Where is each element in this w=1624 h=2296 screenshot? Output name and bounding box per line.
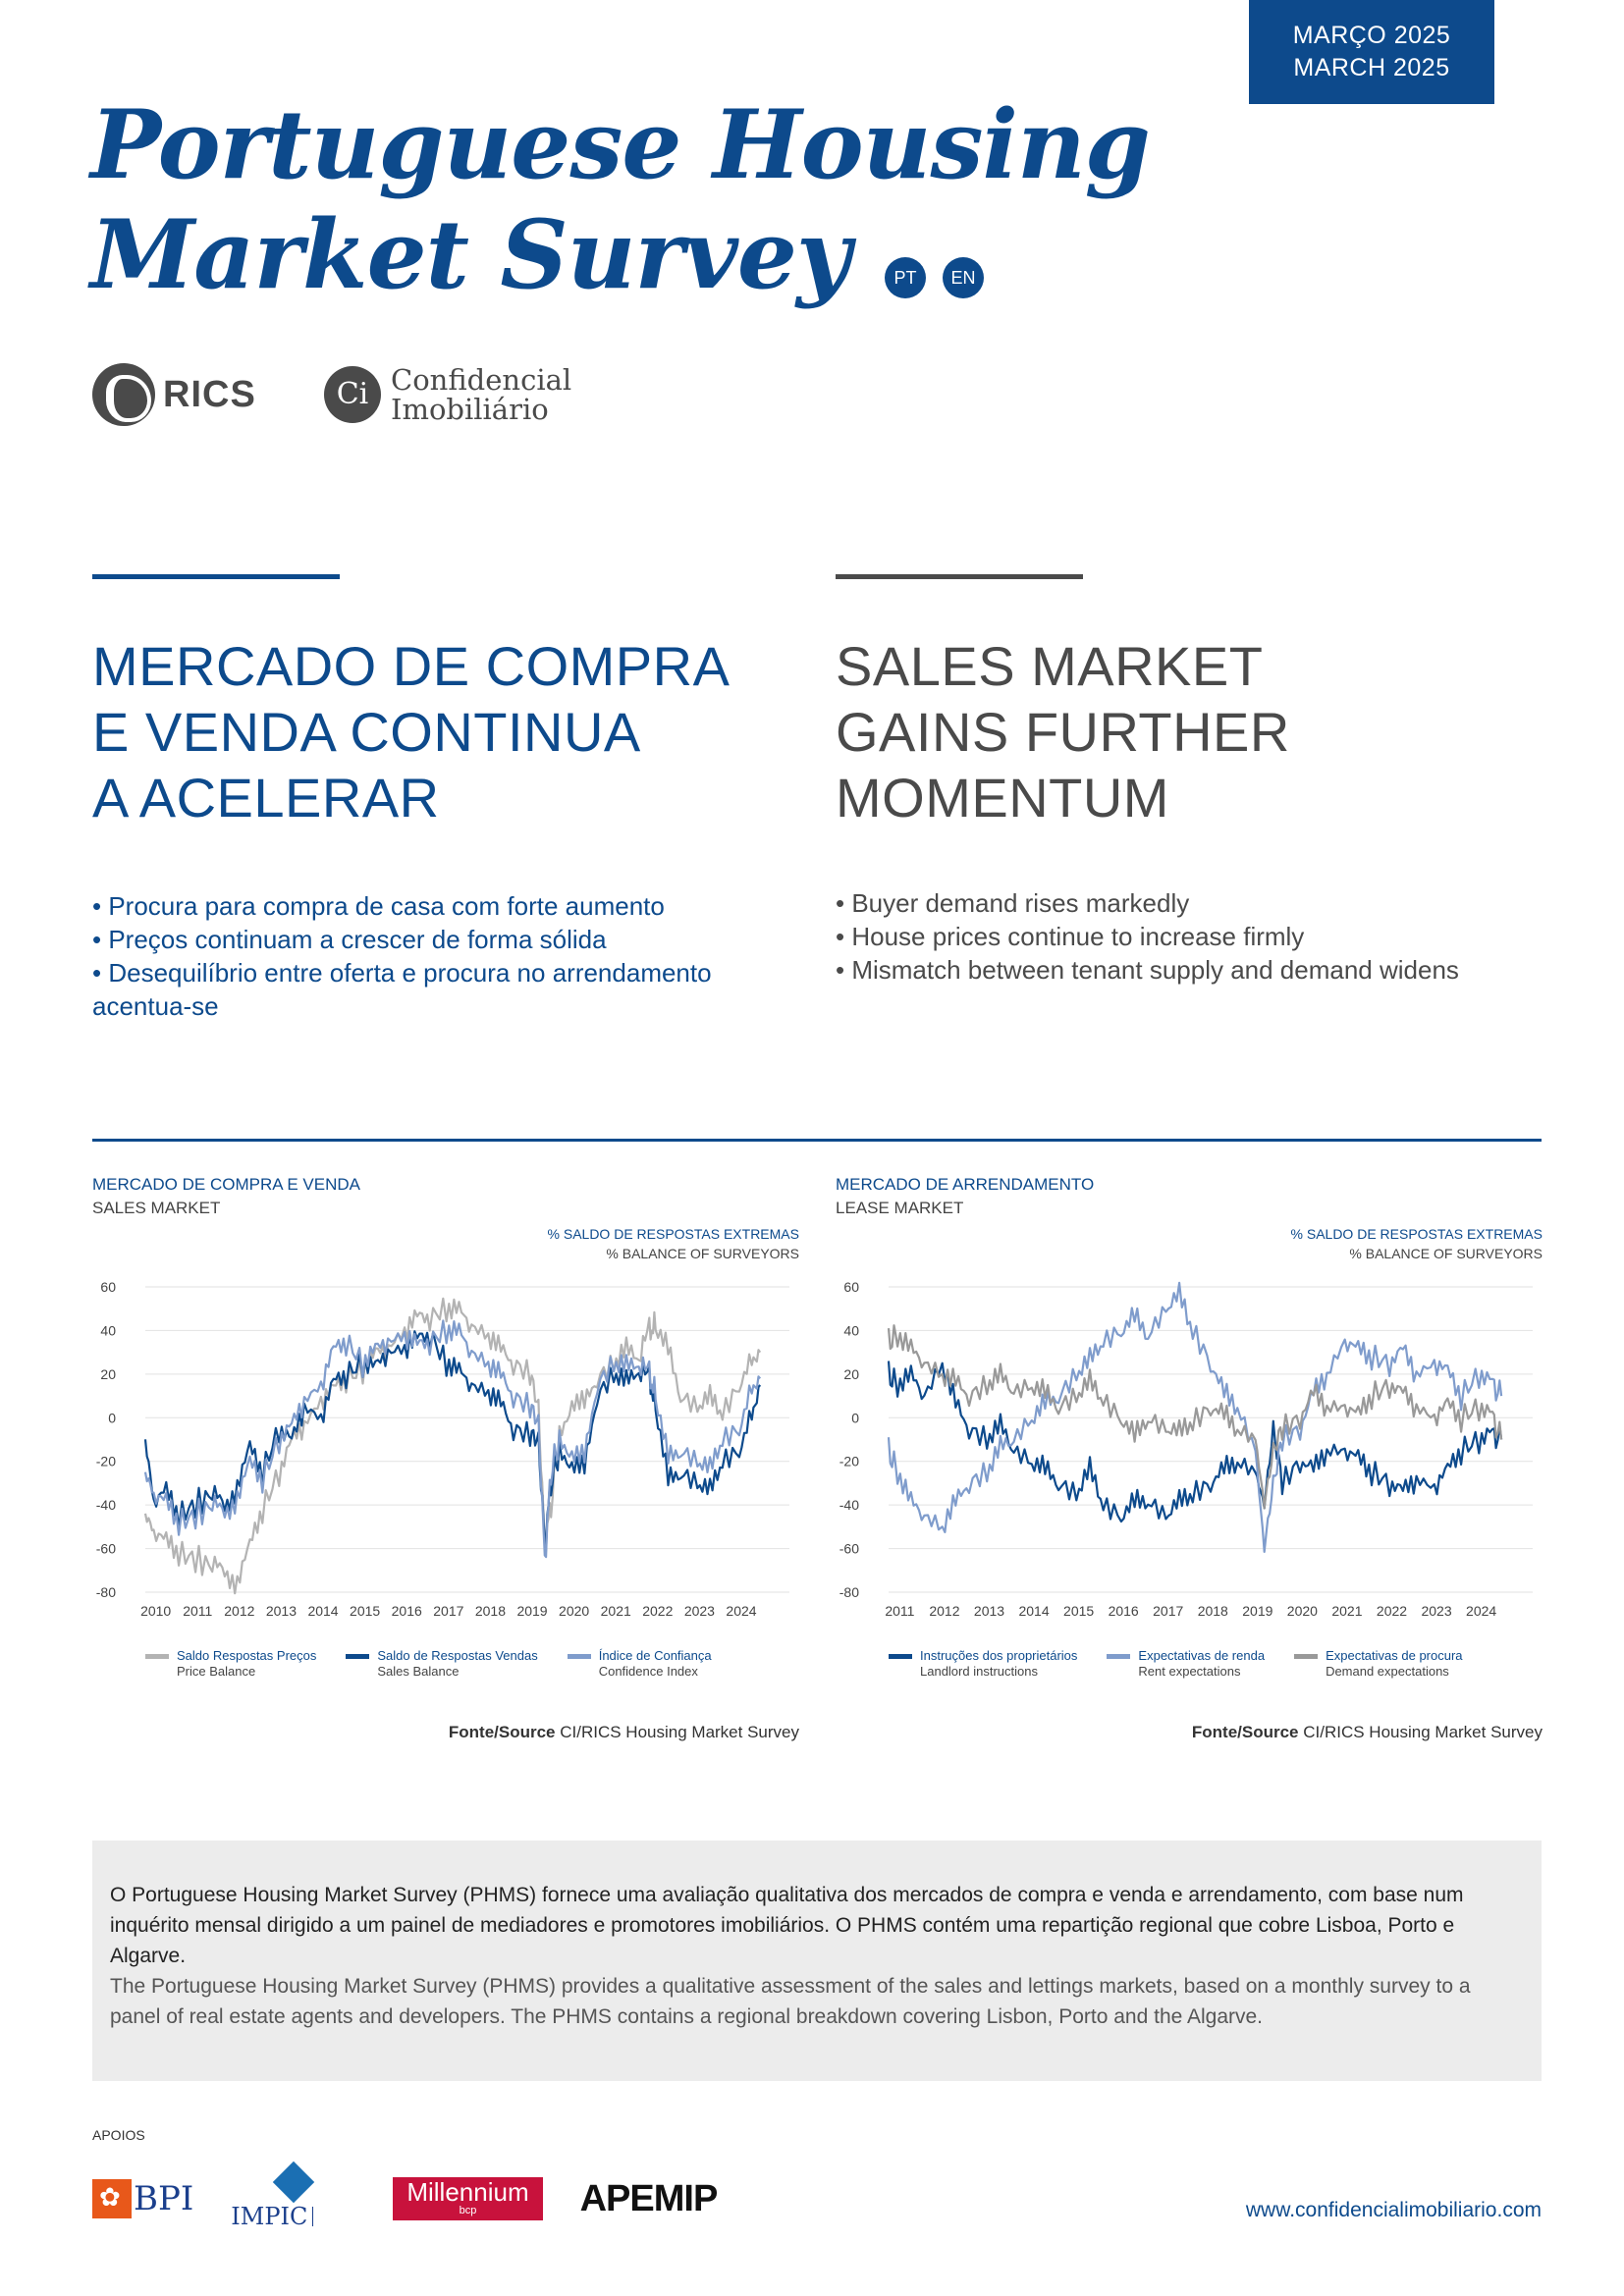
x-tick-label: 2013 bbox=[973, 1603, 1005, 1619]
x-tick-label: 2011 bbox=[183, 1603, 213, 1619]
y-tick-label: -80 bbox=[95, 1584, 116, 1600]
date-pt: MARÇO 2025 bbox=[1292, 22, 1451, 49]
legend-label-pt: Saldo Respostas Preços bbox=[177, 1648, 317, 1663]
ci-line-1: Confidencial bbox=[391, 363, 572, 397]
x-tick-label: 2019 bbox=[1242, 1603, 1273, 1619]
bpi-flower-icon bbox=[92, 2179, 132, 2218]
source-text: CI/RICS Housing Market Survey bbox=[560, 1723, 799, 1741]
x-tick-label: 2021 bbox=[1331, 1603, 1363, 1619]
y-tick-label: 0 bbox=[108, 1410, 116, 1426]
legend-label-en: Landlord instructions bbox=[920, 1664, 1038, 1679]
unit-en: % BALANCE OF SURVEYORS bbox=[606, 1246, 799, 1261]
chart-unit bbox=[836, 1224, 1543, 1263]
chart-title-en: SALES MARKET bbox=[92, 1199, 221, 1217]
x-tick-label: 2016 bbox=[391, 1603, 422, 1619]
info-text-pt: O Portuguese Housing Market Survey (PHMS) fornece uma avaliação qualitativa dos mercados de compra e venda e arrendamento, com base num inquérito mensal dirigido a um painel de mediadores e promotores imobiliários. O PHMS contém uma repartição regional que cobre Lisboa, Porto e Algarve. bbox=[110, 1884, 1464, 1967]
x-tick-label: 2020 bbox=[1286, 1603, 1318, 1619]
chart-title-pt: MERCADO DE ARRENDAMENTO bbox=[836, 1175, 1095, 1194]
legend-label-en: Sales Balance bbox=[377, 1664, 460, 1679]
ci-mark-icon: Ci bbox=[324, 366, 381, 423]
x-tick-label: 2022 bbox=[642, 1603, 674, 1619]
impic-wordmark: IMPIC bbox=[231, 2203, 308, 2230]
x-tick-label: 2022 bbox=[1376, 1603, 1408, 1619]
rics-lion-icon bbox=[92, 363, 155, 426]
divider-en bbox=[836, 574, 1083, 579]
legend-swatch bbox=[346, 1654, 369, 1659]
legend-item-demand bbox=[1294, 1648, 1462, 1680]
legend-label-pt: Instruções dos proprietários bbox=[920, 1648, 1078, 1663]
legend-label-pt: Saldo de Respostas Vendas bbox=[377, 1648, 538, 1663]
lease-chart-block bbox=[836, 1173, 1543, 1742]
apemip-logo: APEMIP bbox=[579, 2177, 718, 2219]
y-tick-label: -40 bbox=[95, 1497, 116, 1514]
legend-label-en: Confidence Index bbox=[598, 1664, 698, 1679]
legend-label-en: Rent expectations bbox=[1138, 1664, 1241, 1679]
info-box bbox=[92, 1841, 1542, 2081]
source-label: Fonte/Source bbox=[448, 1723, 556, 1741]
x-tick-label: 2012 bbox=[929, 1603, 960, 1619]
bullet-list-en bbox=[836, 886, 1543, 987]
sponsors-label: APOIOS bbox=[92, 2127, 145, 2143]
impic-logo bbox=[231, 2167, 355, 2230]
rics-logo bbox=[92, 363, 256, 426]
legend-swatch bbox=[1107, 1654, 1130, 1659]
section-divider bbox=[92, 1139, 1542, 1142]
x-tick-label: 2019 bbox=[516, 1603, 548, 1619]
impic-subtitle bbox=[312, 2207, 355, 2226]
chart-unit bbox=[92, 1224, 799, 1263]
chart-title-en: LEASE MARKET bbox=[836, 1199, 964, 1217]
title-line-2: Market Survey bbox=[90, 199, 850, 310]
chart-title-pt: MERCADO DE COMPRA E VENDA bbox=[92, 1175, 360, 1194]
source-label: Fonte/Source bbox=[1191, 1723, 1299, 1741]
y-tick-label: 40 bbox=[843, 1322, 859, 1339]
x-tick-label: 2012 bbox=[224, 1603, 255, 1619]
y-tick-label: -60 bbox=[95, 1540, 116, 1557]
x-tick-label: 2018 bbox=[474, 1603, 507, 1619]
bullet-item: • House prices continue to increase firmly bbox=[836, 920, 1543, 953]
chart-legend bbox=[889, 1648, 1543, 1680]
legend-label-pt: Índice de Confiança bbox=[598, 1648, 712, 1663]
headline-pt-line: A ACELERAR bbox=[92, 767, 440, 828]
chart-source bbox=[836, 1723, 1543, 1742]
source-text: CI/RICS Housing Market Survey bbox=[1303, 1723, 1543, 1741]
ci-wordmark bbox=[391, 365, 571, 424]
bullet-item: • Mismatch between tenant supply and demand widens bbox=[836, 953, 1543, 987]
x-tick-label: 2017 bbox=[1153, 1603, 1184, 1619]
y-tick-label: 60 bbox=[100, 1279, 116, 1295]
x-tick-label: 2023 bbox=[1421, 1603, 1452, 1619]
legend-item-rent bbox=[1107, 1648, 1265, 1680]
legend-swatch bbox=[568, 1654, 591, 1659]
bullet-item: • Procura para compra de casa com forte aumento bbox=[92, 889, 799, 923]
y-tick-label: 40 bbox=[100, 1322, 116, 1339]
legend-item-price bbox=[145, 1648, 316, 1680]
x-tick-label: 2024 bbox=[726, 1603, 757, 1619]
sales-chart-block bbox=[92, 1173, 799, 1742]
x-tick-label: 2014 bbox=[1018, 1603, 1050, 1619]
x-tick-label: 2011 bbox=[885, 1603, 915, 1619]
headline-en-line: SALES MARKET bbox=[836, 635, 1264, 697]
chart-source bbox=[92, 1723, 799, 1742]
x-tick-label: 2017 bbox=[433, 1603, 464, 1619]
legend-label-en: Demand expectations bbox=[1326, 1664, 1449, 1679]
x-tick-label: 2013 bbox=[265, 1603, 298, 1619]
x-tick-label: 2021 bbox=[600, 1603, 631, 1619]
unit-en: % BALANCE OF SURVEYORS bbox=[1349, 1246, 1543, 1261]
info-text-en: The Portuguese Housing Market Survey (PHMS) provides a qualitative assessment of the sales and lettings markets, based on a monthly survey to a panel of real estate agents and developers. The PHMS contains a regional breakdown covering Lisbon, Porto and the Algarve. bbox=[110, 1975, 1471, 2028]
x-tick-label: 2018 bbox=[1197, 1603, 1228, 1619]
legend-label-en: Price Balance bbox=[177, 1664, 256, 1679]
x-tick-label: 2015 bbox=[350, 1603, 381, 1619]
y-tick-label: 20 bbox=[843, 1365, 859, 1382]
y-tick-label: -80 bbox=[839, 1584, 859, 1600]
y-tick-label: -20 bbox=[839, 1453, 859, 1469]
lease-chart bbox=[836, 1271, 1543, 1644]
series-line bbox=[145, 1299, 760, 1593]
millennium-wordmark: Millennium bbox=[406, 2177, 529, 2207]
bullet-item: • Buyer demand rises markedly bbox=[836, 886, 1543, 920]
legend-item-confidence bbox=[568, 1648, 712, 1680]
lang-en-button[interactable]: EN bbox=[943, 257, 984, 298]
bullet-item: • Preços continuam a crescer de forma sólida bbox=[92, 923, 799, 956]
page-title bbox=[90, 90, 1150, 310]
website-link[interactable]: www.confidencialimobiliario.com bbox=[1245, 2199, 1542, 2221]
headline-en bbox=[836, 633, 1290, 830]
headline-pt-line: E VENDA CONTINUA bbox=[92, 701, 641, 763]
legend-label-pt: Expectativas de procura bbox=[1326, 1648, 1463, 1663]
sales-chart bbox=[92, 1271, 799, 1644]
title-line-1: Portuguese Housing bbox=[90, 89, 1150, 200]
date-badge bbox=[1249, 0, 1494, 104]
headline-pt-line: MERCADO DE COMPRA bbox=[92, 635, 731, 697]
rics-wordmark: RICS bbox=[163, 373, 256, 415]
legend-label-pt: Expectativas de renda bbox=[1138, 1648, 1266, 1663]
unit-pt: % SALDO DE RESPOSTAS EXTREMAS bbox=[547, 1226, 799, 1242]
x-tick-label: 2016 bbox=[1108, 1603, 1139, 1619]
bpi-wordmark: BPI bbox=[134, 2179, 194, 2218]
ci-logo bbox=[324, 365, 571, 424]
bullet-item: • Desequilíbrio entre oferta e procura no arrendamento acentua-se bbox=[92, 956, 799, 1023]
lang-pt-button[interactable]: PT bbox=[885, 257, 926, 298]
divider-pt bbox=[92, 574, 340, 579]
legend-swatch bbox=[889, 1654, 912, 1659]
chart-legend bbox=[145, 1648, 799, 1680]
y-tick-label: 20 bbox=[100, 1365, 116, 1382]
unit-pt: % SALDO DE RESPOSTAS EXTREMAS bbox=[1290, 1226, 1543, 1242]
bpi-logo bbox=[92, 2179, 193, 2218]
x-tick-label: 2015 bbox=[1063, 1603, 1095, 1619]
millennium-sub: bcp bbox=[459, 2205, 477, 2216]
y-tick-label: 0 bbox=[851, 1410, 859, 1426]
legend-item-sales bbox=[346, 1648, 537, 1680]
ci-line-2: Imobiliário bbox=[391, 393, 549, 426]
legend-swatch bbox=[1294, 1654, 1318, 1659]
x-tick-label: 2023 bbox=[683, 1603, 715, 1619]
headline-pt bbox=[92, 633, 730, 830]
headline-en-line: MOMENTUM bbox=[836, 767, 1169, 828]
series-line bbox=[889, 1362, 1501, 1522]
y-tick-label: 60 bbox=[843, 1279, 859, 1295]
x-tick-label: 2024 bbox=[1466, 1603, 1497, 1619]
sponsor-logos bbox=[92, 2167, 717, 2230]
y-tick-label: -40 bbox=[839, 1497, 859, 1514]
x-tick-label: 2010 bbox=[140, 1603, 172, 1619]
legend-swatch bbox=[145, 1654, 169, 1659]
x-tick-label: 2020 bbox=[559, 1603, 590, 1619]
impic-diamond-icon bbox=[273, 2162, 314, 2203]
legend-item-landlord bbox=[889, 1648, 1077, 1680]
y-tick-label: -20 bbox=[95, 1453, 116, 1469]
series-line bbox=[145, 1331, 760, 1547]
bullet-list-pt bbox=[92, 889, 799, 1023]
date-en: MARCH 2025 bbox=[1293, 54, 1450, 81]
millennium-logo bbox=[393, 2177, 542, 2220]
headline-en-line: GAINS FURTHER bbox=[836, 701, 1290, 763]
y-tick-label: -60 bbox=[839, 1540, 859, 1557]
series-line bbox=[145, 1320, 760, 1557]
x-tick-label: 2014 bbox=[307, 1603, 339, 1619]
